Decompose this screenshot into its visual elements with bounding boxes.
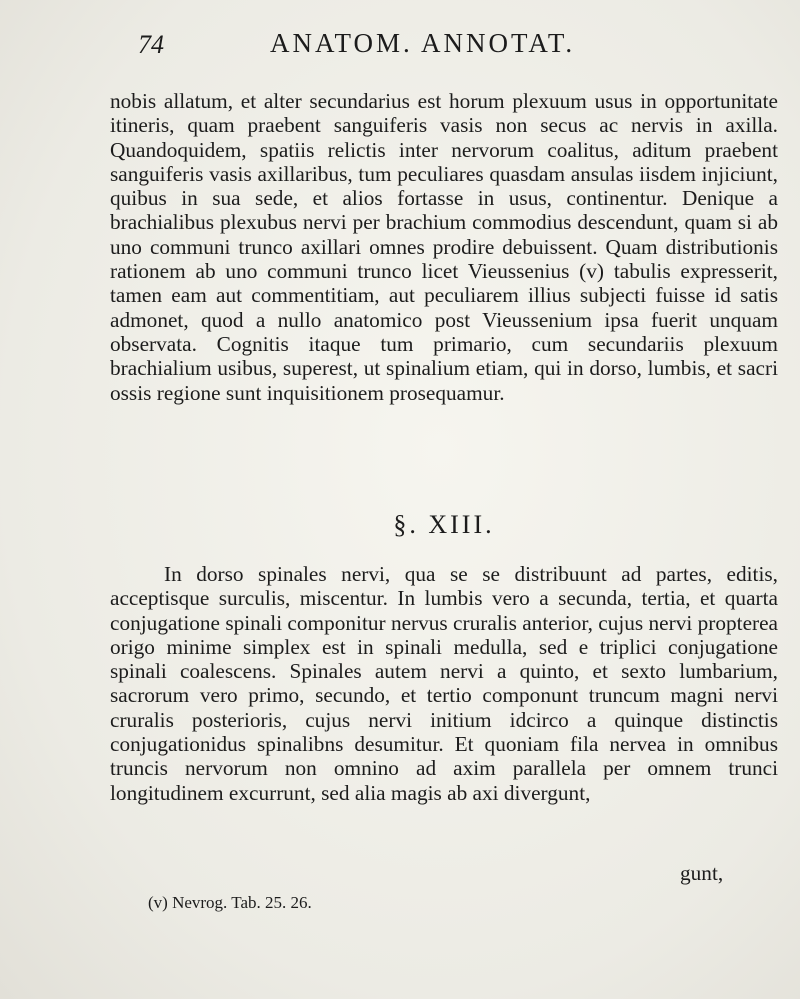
page-number: 74 [138,30,164,59]
paragraph-2: In dorso spinales nervi, qua se se distribuunt ad partes, editis, acceptisque surculis, miscentur. In lumbis vero a secunda, tertia, et quarta conjugatione spinali componitur nervus cruralis anterior, cujus nervi propterea origo minime simplex est in spinali medulla, sed e triplici conjugatione spinali coalescens. Spinales autem nervi a quinto, et sexto lumbarium, sacrorum vero primo, secundo, et tertio componunt truncum magni nervi cruralis posterioris, cujus nervi initium idcirco a quinque distinctis conjugationidus spinalibns desumitur. Et quoniam fila nervea in omnibus truncis nervorum non omnino ad axim parallela per omnem trunci longitudinem excurrunt, sed alia magis ab axi divergunt, [110,562,779,805]
footnote: (v) Nevrog. Tab. 25. 26. [148,893,312,912]
running-head: ANATOM. ANNOTAT. [270,28,576,58]
catchword: gunt, [680,861,724,885]
paragraph-1: nobis allatum, et alter secundarius est horum plexuum usus in opportunitate itineris, quam praebent sanguiferis vasis non secus ac nervis in axilla. Quandoquidem, spatiis relictis inter nervorum coalitus, aditum praebent sanguiferis vasis axillaribus, tum peculiares quasdam ansulas iisdem injiciunt, quibus in sua sede, et alios fortasse in usus, continentur. Denique a brachialibus plexubus nervi per brachium commodius descendunt, quam si ab uno communi trunco axillari omnes prodire debuissent. Quam distributionis rationem ab uno communi trunco licet Vieussenius (v) tabulis expresserit, tamen eam aut commentitiam, aut peculiarem illius subjecti fuisse id satis admonet, quod a nullo anatomico post Vieussenium ipsa fuerit unquam observata. Cognitis itaque tum primario, cum secundariis plexuum brachialium usibus, superest, ut spinalium etiam, qui in dorso, lumbis, et sacri ossis regione sunt inquisitionem prosequamur. [110,89,778,405]
page-header [100,22,780,58]
section-heading: §. XIII. [393,510,495,539]
